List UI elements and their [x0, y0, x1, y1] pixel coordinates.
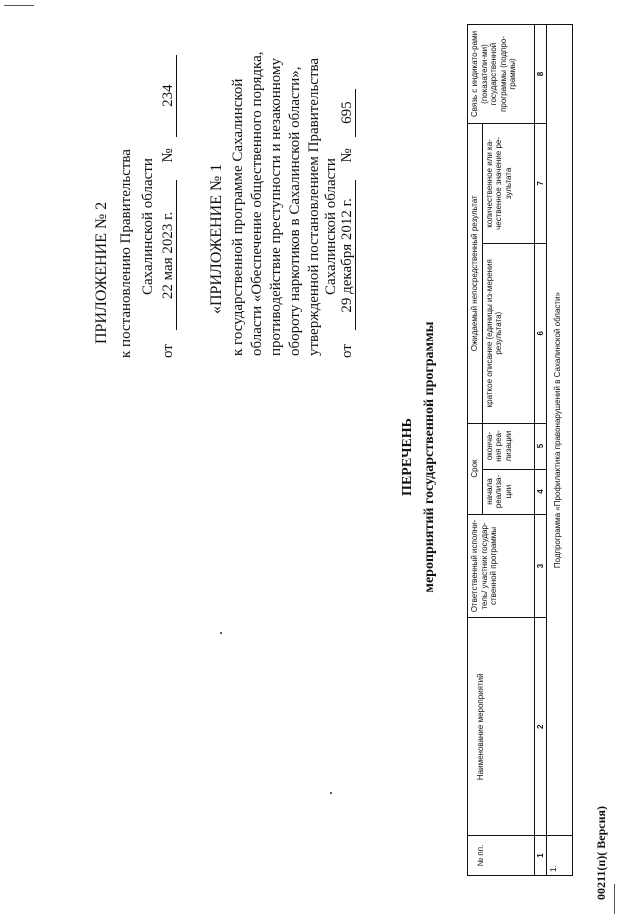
appendix-title: ПРИЛОЖЕНИЕ № 2: [93, 201, 110, 344]
scan-artifact: [614, 884, 615, 914]
column-numbers-row: [534, 25, 547, 876]
row-number: 1.: [547, 836, 573, 876]
col-term-header: Срок: [468, 423, 483, 514]
appendix1-title: «ПРИЛОЖЕНИЕ № 1: [208, 163, 225, 314]
column-number: 6: [534, 243, 547, 423]
column-number: 8: [534, 25, 547, 124]
appendix1-from-label: от: [339, 344, 355, 358]
col-num-header: № пп.: [468, 836, 535, 876]
col-result-header: Ожидаемый непосредственный результат: [468, 123, 483, 423]
appendix1-number: 695: [339, 89, 356, 137]
appendix1-date: 29 декабря 2012 г.: [339, 180, 356, 330]
col-result-value-header: количественное или ка-чественное значение ре-зультата: [482, 123, 534, 243]
resolution-number: 234: [160, 55, 177, 137]
appendix1-date-row: [339, 89, 356, 358]
list-subtitle: мероприятий государственной программы: [422, 321, 437, 593]
scan-artifact: [4, 5, 34, 6]
footer-version: 00211(п)( Версия): [594, 806, 608, 900]
column-number: 7: [534, 123, 547, 243]
appendix1-region: Сахалинской области: [323, 158, 339, 295]
appendix1-number-sign: №: [339, 148, 355, 163]
appendix1-line-4: обороту наркотиков в Сахалинской области»,: [287, 66, 303, 356]
column-number: 4: [534, 469, 547, 514]
col-result-desc-header: краткое описание (единицы из-мерения результата): [482, 243, 534, 423]
column-number: 3: [534, 514, 547, 618]
region-line: Сахалинской области: [140, 158, 156, 295]
appendix1-line-1: к государственной программе Сахалинской: [230, 78, 246, 356]
column-number: 2: [534, 618, 547, 836]
to-resolution-line: к постановлению Правительства: [118, 149, 134, 358]
appendix1-line-2: области «Обеспечение общественного порядка,: [249, 51, 265, 356]
column-number: 1: [534, 836, 547, 876]
resolution-date: 22 мая 2023 г.: [160, 180, 177, 330]
table-header-row-1: [468, 25, 483, 876]
scan-artifact: [220, 632, 222, 634]
list-title: ПЕРЕЧЕНЬ: [400, 418, 415, 496]
appendix1-line-5: утвержденной постановлением Правительства: [306, 57, 322, 356]
resolution-date-row: [160, 55, 177, 358]
scan-artifact: [330, 792, 332, 794]
column-number: 5: [534, 423, 547, 469]
table-row: [547, 25, 573, 876]
col-name-header: Наименование мероприятий: [468, 618, 535, 836]
subprogram-title: Подпрограмма «Профилактика правонарушений в Сахалинской области»: [547, 25, 573, 836]
number-sign: №: [160, 148, 176, 163]
from-label: от: [160, 344, 176, 358]
col-link-header: Связь с индикато-рами (показатели-ми) государственной программы (подпро-граммы): [468, 25, 535, 124]
col-term-end-header: оконча-ния реа-лизации: [482, 423, 534, 469]
col-term-start-header: начала реализа-ции: [482, 469, 534, 514]
measures-table: [467, 24, 573, 876]
appendix1-line-3: противодействие преступности и незаконному: [268, 57, 284, 356]
col-exec-header: Ответственный исполни-тель/ участник государ-ственной программы: [468, 514, 535, 618]
